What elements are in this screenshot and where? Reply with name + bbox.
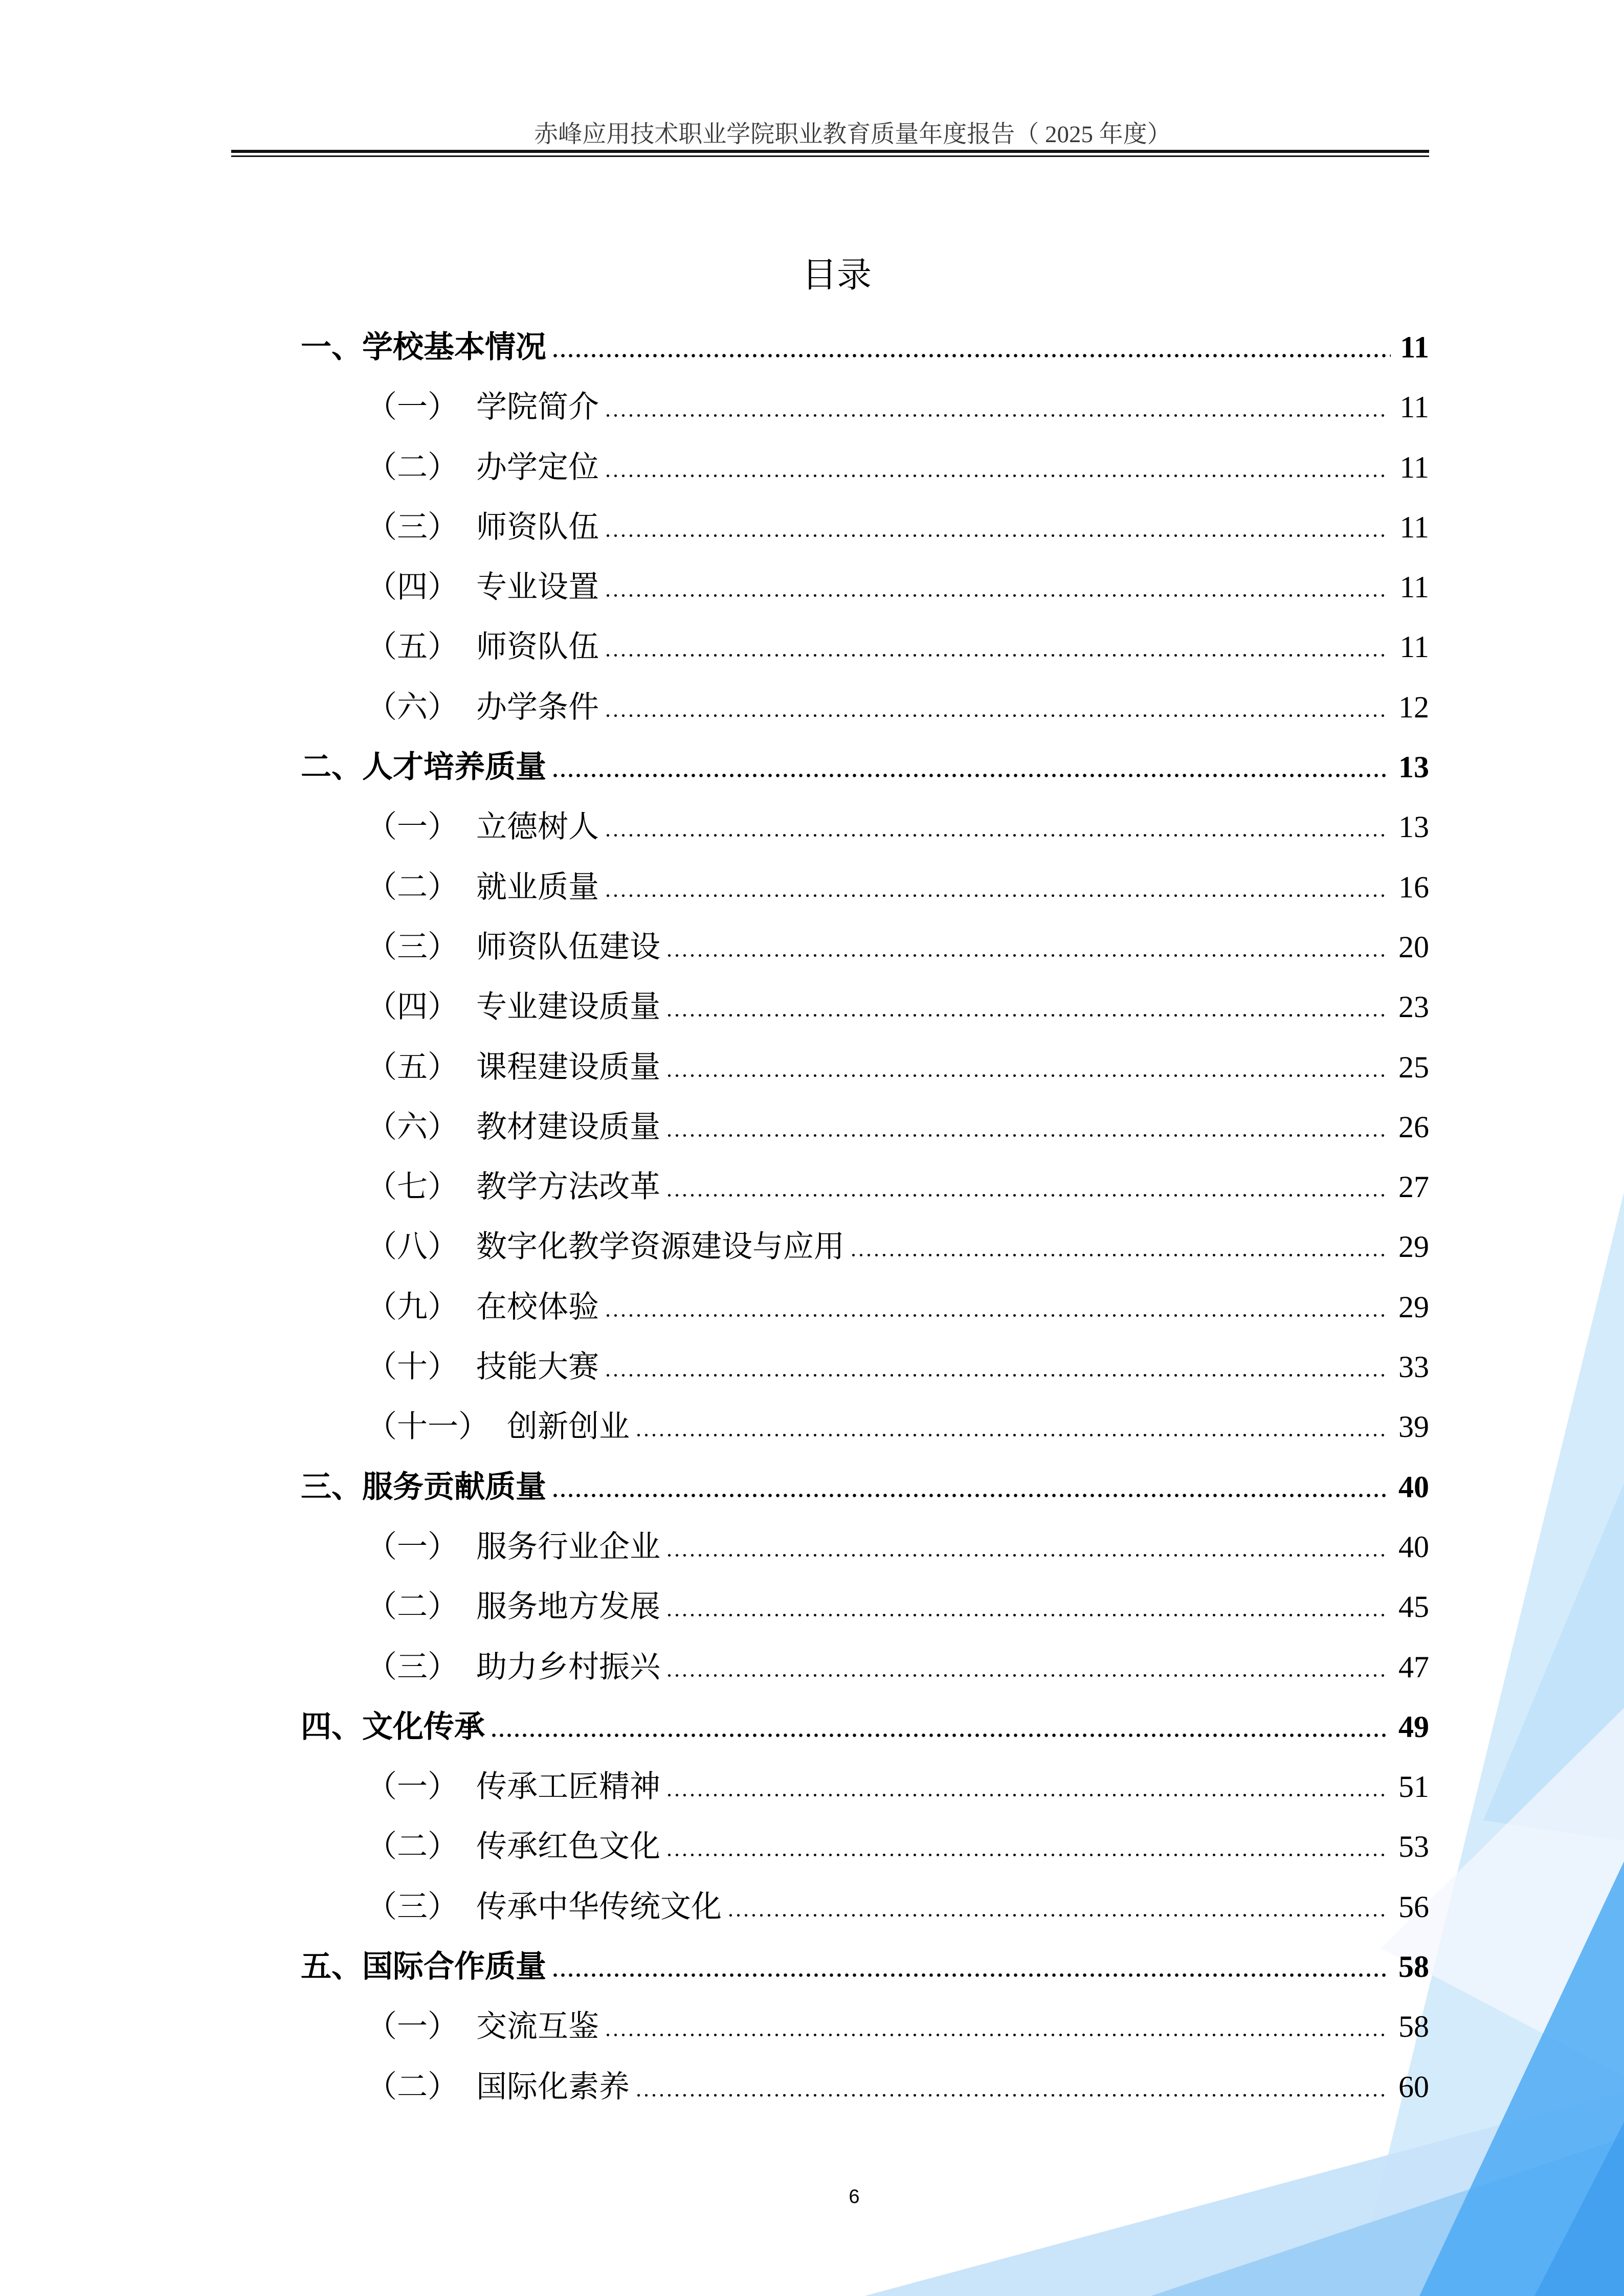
toc-entry-title: 助力乡村振兴 (476, 1649, 660, 1684)
header-rule (231, 155, 1429, 157)
dot-leader (604, 1374, 1386, 1377)
toc-entry-title: 交流互鉴 (476, 2009, 599, 2044)
toc-entry-subsection[interactable] (0, 1097, 1624, 1157)
toc-entry-marker: （二） (366, 1829, 458, 1864)
toc-entry-title: 就业质量 (476, 869, 599, 904)
toc-entry-section[interactable] (0, 1457, 1624, 1517)
running-header: 赤峰应用技术职业学院职业教育质量年度报告（ 2025 年度） (534, 121, 1171, 148)
toc-entry-subsection[interactable] (0, 1577, 1624, 1636)
dot-leader (490, 1734, 1389, 1737)
dot-leader (604, 834, 1386, 837)
toc-entry-page: 11 (1400, 330, 1429, 364)
toc-entry-page: 13 (1398, 810, 1429, 844)
toc-entry-subsection[interactable] (0, 977, 1624, 1037)
toc-entry-page: 39 (1398, 1410, 1429, 1444)
table-of-contents (0, 317, 1624, 2117)
header-rule (231, 150, 1429, 153)
dot-leader (635, 2094, 1386, 2097)
toc-entry-title: 三、服务贡献质量 (301, 1469, 546, 1504)
toc-entry-title: 立德树人 (476, 809, 599, 844)
toc-entry-title: 传承红色文化 (476, 1829, 660, 1864)
toc-entry-marker: （一） (366, 390, 458, 424)
toc-entry-title: 专业设置 (476, 570, 599, 604)
toc-entry-page: 29 (1398, 1290, 1429, 1324)
toc-entry-title: 在校体验 (476, 1289, 599, 1324)
toc-entry-subsection[interactable] (0, 677, 1624, 737)
toc-entry-title: 学院简介 (476, 390, 599, 424)
toc-entry-page: 11 (1399, 510, 1429, 544)
toc-entry-page: 16 (1398, 870, 1429, 904)
toc-entry-title: 创新创业 (507, 1409, 630, 1444)
toc-entry-subsection[interactable] (0, 617, 1624, 677)
toc-entry-marker: （二） (366, 1589, 458, 1624)
toc-entry-subsection[interactable] (0, 1337, 1624, 1397)
toc-entry-marker: （六） (366, 1109, 458, 1144)
toc-entry-title: 传承中华传统文化 (476, 1889, 722, 1924)
toc-entry-marker: （二） (366, 869, 458, 904)
toc-entry-page: 11 (1399, 570, 1429, 604)
toc-entry-marker: （十） (366, 1349, 458, 1384)
toc-entry-marker: （五） (366, 1049, 458, 1084)
toc-entry-subsection[interactable] (0, 797, 1624, 857)
toc-entry-section[interactable] (0, 317, 1624, 377)
toc-entry-subsection[interactable] (0, 1517, 1624, 1577)
toc-entry-page: 12 (1398, 690, 1429, 724)
toc-entry-page: 56 (1398, 1889, 1429, 1924)
toc-entry-marker: （四） (366, 570, 458, 604)
toc-entry-page: 23 (1398, 990, 1429, 1024)
toc-entry-title: 专业建设质量 (476, 989, 660, 1024)
dot-leader (604, 474, 1387, 478)
toc-entry-title: 服务行业企业 (476, 1529, 660, 1564)
dot-leader (604, 714, 1386, 717)
toc-entry-title: 课程建设质量 (476, 1049, 660, 1084)
toc-entry-marker: （一） (366, 2009, 458, 2044)
toc-entry-page: 33 (1398, 1350, 1429, 1384)
toc-entry-page: 27 (1398, 1170, 1429, 1204)
toc-entry-marker: （二） (366, 449, 458, 484)
toc-entry-title: 教材建设质量 (476, 1109, 660, 1144)
toc-entry-marker: （三） (366, 509, 458, 544)
toc-entry-subsection[interactable] (0, 857, 1624, 917)
dot-leader (604, 2033, 1386, 2037)
toc-entry-page: 11 (1399, 450, 1429, 484)
toc-entry-page: 45 (1398, 1590, 1429, 1624)
toc-entry-marker: （五） (366, 629, 458, 664)
toc-entry-subsection[interactable] (0, 1157, 1624, 1217)
toc-entry-subsection[interactable] (0, 437, 1624, 497)
dot-leader (727, 1914, 1386, 1917)
dot-leader (604, 654, 1387, 657)
toc-entry-marker: （八） (366, 1229, 458, 1264)
toc-entry-page: 25 (1398, 1050, 1429, 1084)
toc-entry-marker: （一） (366, 1529, 458, 1564)
toc-section (0, 1457, 1624, 1697)
toc-entry-page: 11 (1399, 390, 1429, 424)
toc-entry-page: 47 (1398, 1650, 1429, 1684)
toc-entry-page: 40 (1398, 1529, 1429, 1564)
toc-entry-page: 20 (1398, 930, 1429, 964)
dot-leader (604, 534, 1387, 537)
toc-section (0, 737, 1624, 1457)
dot-leader (551, 354, 1391, 357)
toc-entry-subsection[interactable] (0, 2057, 1624, 2117)
toc-entry-title: 一、学校基本情况 (301, 330, 546, 364)
toc-entry-title: 二、人才培养质量 (301, 750, 546, 784)
dot-leader (604, 1314, 1386, 1317)
toc-entry-page: 13 (1398, 750, 1429, 784)
toc-entry-page: 11 (1399, 630, 1429, 664)
dot-leader (665, 1074, 1386, 1077)
toc-entry-subsection[interactable] (0, 497, 1624, 557)
dot-leader (665, 1674, 1386, 1677)
toc-entry-subsection[interactable] (0, 1637, 1624, 1697)
toc-section (0, 1697, 1624, 1937)
toc-entry-title: 办学定位 (476, 449, 599, 484)
page-number: 6 (849, 2186, 860, 2208)
dot-leader (551, 1494, 1389, 1497)
dot-leader (604, 414, 1387, 417)
dot-leader (665, 1014, 1386, 1017)
dot-leader (665, 1793, 1386, 1797)
toc-entry-page: 58 (1398, 1950, 1429, 1984)
toc-entry-page: 60 (1398, 2069, 1429, 2104)
toc-entry-marker: （一） (366, 809, 458, 844)
dot-leader (665, 954, 1386, 957)
toc-entry-title: 办学条件 (476, 689, 599, 724)
toc-entry-page: 58 (1398, 2010, 1429, 2044)
toc-entry-title: 数字化教学资源建设与应用 (476, 1229, 844, 1264)
dot-leader (665, 1194, 1386, 1197)
toc-entry-marker: （十一） (366, 1409, 489, 1444)
toc-entry-title: 技能大赛 (476, 1349, 599, 1384)
toc-entry-marker: （四） (366, 989, 458, 1024)
toc-entry-subsection[interactable] (0, 1996, 1624, 2056)
dot-leader (665, 1554, 1386, 1557)
toc-entry-title: 国际化素养 (476, 2069, 630, 2104)
dot-leader (551, 1973, 1389, 1977)
toc-entry-marker: （三） (366, 929, 458, 964)
toc-entry-subsection[interactable] (0, 377, 1624, 437)
dot-leader (551, 774, 1389, 777)
dot-leader (604, 894, 1386, 897)
toc-entry-marker: （九） (366, 1289, 458, 1324)
toc-entry-title: 师资队伍建设 (476, 929, 660, 964)
toc-entry-subsection[interactable] (0, 1397, 1624, 1456)
toc-section (0, 317, 1624, 737)
dot-leader (635, 1433, 1386, 1437)
toc-entry-subsection[interactable] (0, 1877, 1624, 1937)
toc-entry-subsection[interactable] (0, 1037, 1624, 1097)
dot-leader (604, 594, 1387, 597)
toc-title: 目录 (802, 256, 872, 295)
dot-leader (850, 1253, 1386, 1257)
toc-entry-page: 49 (1398, 1709, 1429, 1744)
toc-entry-page: 51 (1398, 1770, 1429, 1804)
toc-entry-subsection[interactable] (0, 1217, 1624, 1276)
toc-entry-subsection[interactable] (0, 557, 1624, 617)
toc-entry-title: 五、国际合作质量 (301, 1949, 546, 1984)
toc-entry-title: 四、文化传承 (301, 1709, 485, 1744)
toc-entry-title: 传承工匠精神 (476, 1769, 660, 1804)
toc-section (0, 1937, 1624, 2117)
toc-entry-marker: （三） (366, 1889, 458, 1924)
toc-entry-subsection[interactable] (0, 1816, 1624, 1876)
toc-entry-subsection[interactable] (0, 1277, 1624, 1337)
toc-entry-section[interactable] (0, 1697, 1624, 1757)
toc-entry-marker: （六） (366, 689, 458, 724)
toc-entry-title: 师资队伍 (476, 509, 599, 544)
toc-entry-title: 服务地方发展 (476, 1589, 660, 1624)
toc-entry-marker: （七） (366, 1169, 458, 1204)
toc-entry-title: 教学方法改革 (476, 1169, 660, 1204)
toc-entry-page: 53 (1398, 1830, 1429, 1864)
toc-entry-subsection[interactable] (0, 917, 1624, 977)
toc-entry-page: 29 (1398, 1230, 1429, 1264)
toc-entry-page: 26 (1398, 1110, 1429, 1144)
toc-entry-marker: （二） (366, 2069, 458, 2104)
toc-entry-title: 师资队伍 (476, 629, 599, 664)
toc-entry-subsection[interactable] (0, 1757, 1624, 1816)
toc-entry-marker: （三） (366, 1649, 458, 1684)
dot-leader (665, 1134, 1386, 1137)
dot-leader (665, 1853, 1386, 1857)
dot-leader (665, 1613, 1386, 1617)
toc-entry-page: 40 (1398, 1470, 1429, 1504)
toc-entry-section[interactable] (0, 1937, 1624, 1996)
toc-entry-section[interactable] (0, 737, 1624, 797)
toc-entry-marker: （一） (366, 1769, 458, 1804)
